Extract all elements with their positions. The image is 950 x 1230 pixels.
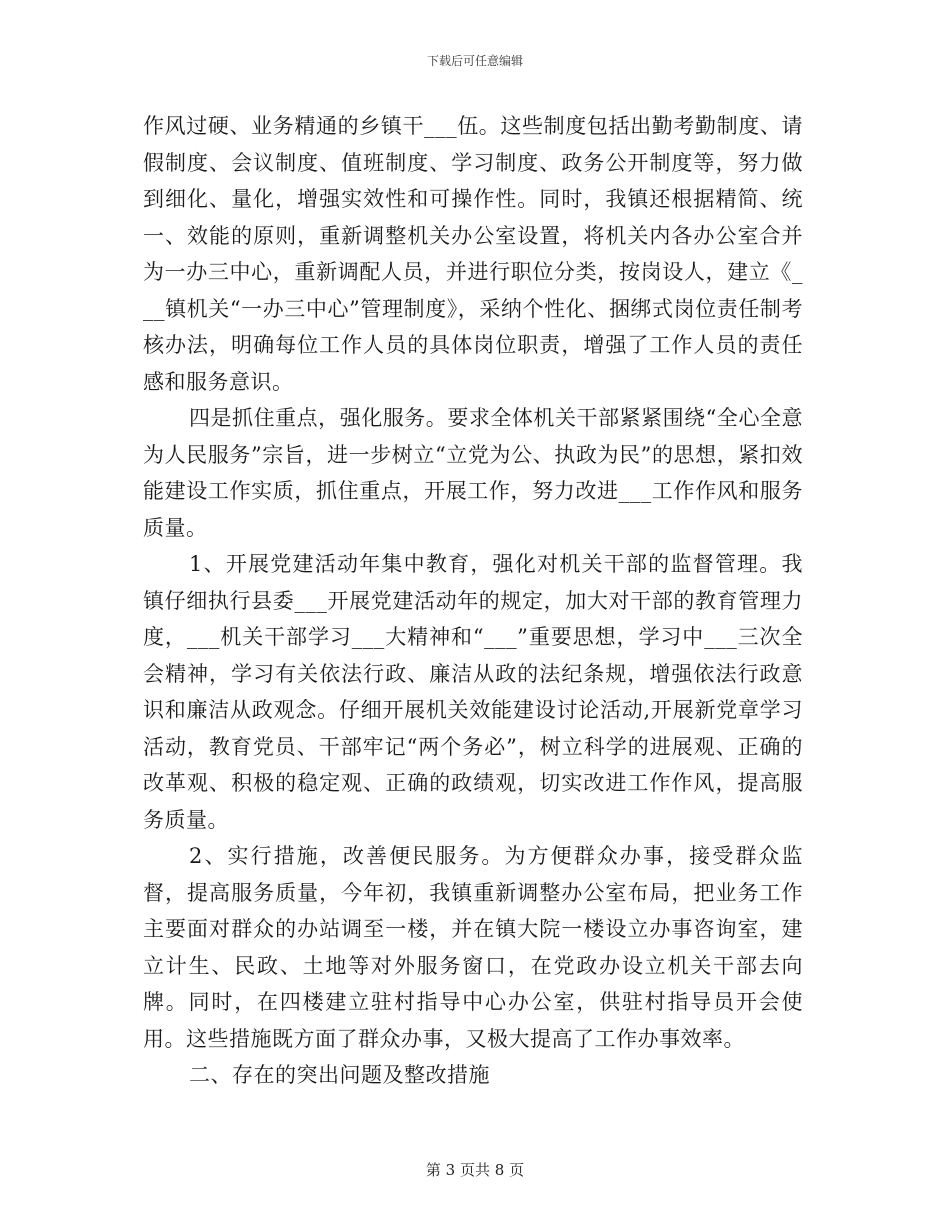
paragraph-3: 1、开展党建活动年集中教育，强化对机关干部的监督管理。我镇仔细执行县委___开展党建活动年的规定，加大对干部的教育管理力度，___机关干部学习___大精神和“___”重要思想，学习中___三次全会精神，学习有关依法行政、廉洁从政的法纪条规，增强依法行政意识和廉洁从政观念。仔细开展机关效能建设讨论活动,开展新党章学习活动，教育党员、干部牢记“两个务必”，树立科学的进展观、正确的改革观、积极的稳定观、正确的政绩观，切实改进工作作风，提高服务质量。 [143, 552, 803, 832]
paragraph-2: 四是抓住重点，强化服务。要求全体机关干部紧紧围绕“全心全意为人民服务”宗旨，进一步树立“立党为公、执政为民”的思想，紧扣效能建设工作实质，抓住重点，开展工作，努力改进___工作作风和服务质量。 [143, 406, 803, 540]
paragraph-4: 2、实行措施，改善便民服务。为方便群众办事，接受群众监督，提高服务质量，今年初，我镇重新调整办公室布局，把业务工作主要面对群众的办站调至一楼，并在镇大院一楼设立办事咨询室，建立计生、民政、土地等对外服务窗口，在党政办设立机关干部去向牌。同时，在四楼建立驻村指导中心办公室，供驻村指导员开会使用。这些措施既方面了群众办事，又极大提高了工作办事效率。 [143, 844, 803, 1051]
document-body [143, 108, 803, 1094]
page-header: 下载后可任意编辑 [426, 54, 523, 68]
section-heading: 二、存在的突出问题及整改措施 [189, 1063, 490, 1087]
page-number: 第 3 页共 8 页 [425, 1161, 525, 1179]
paragraph-1: 作风过硬、业务精通的乡镇干___伍。这些制度包括出勤考勤制度、请假制度、会议制度、值班制度、学习制度、政务公开制度等，努力做到细化、量化，增强实效性和可操作性。同时，我镇还根据精简、统一、效能的原则，重新调整机关办公室设置，将机关内各办公室合并为一办三中心，重新调配人员，并进行职位分类，按岗设人，建立《___镇机关“一办三中心”管理制度》，采纳个性化、捆绑式岗位责任制考核办法，明确每位工作人员的具体岗位职责，增强了工作人员的责任感和服务意识。 [143, 114, 803, 394]
